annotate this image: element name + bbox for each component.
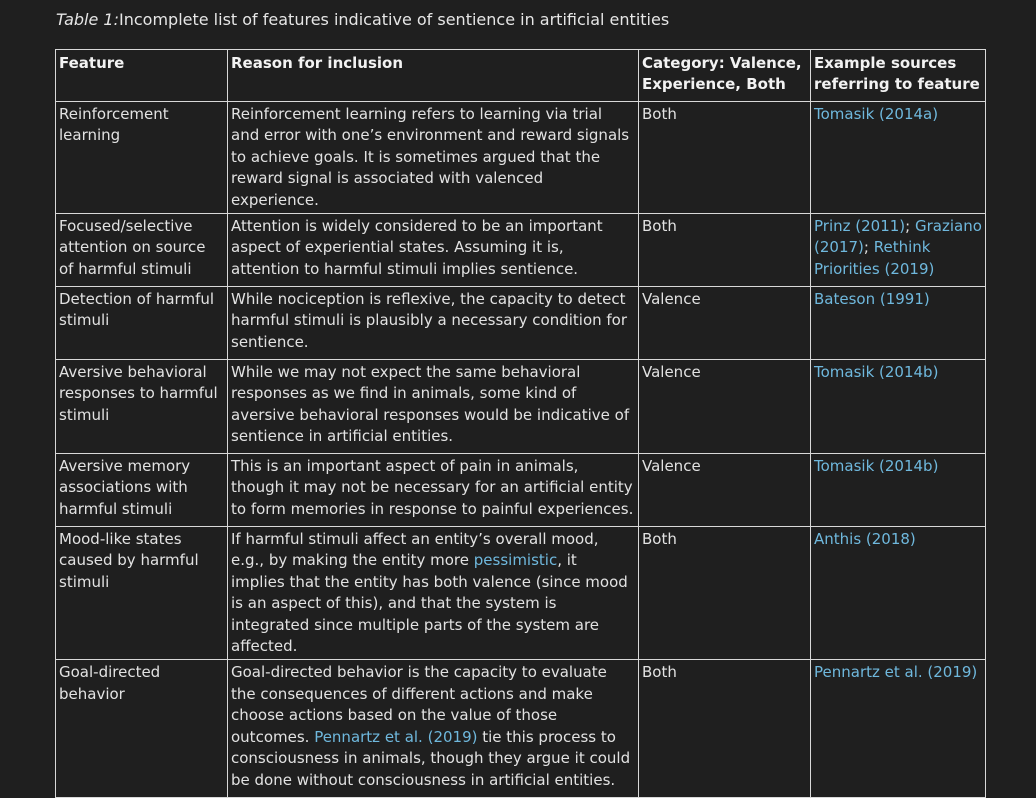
category-cell: Both bbox=[639, 527, 811, 660]
table-header-row bbox=[56, 50, 986, 102]
feature-cell: Detection of harmful stimuli bbox=[56, 287, 228, 360]
header-feature: Feature bbox=[56, 50, 228, 102]
header-category: Category: Valence, Experience, Both bbox=[639, 50, 811, 102]
sources-cell bbox=[811, 360, 986, 454]
source-link[interactable]: Rethink Priorities (2019) bbox=[814, 238, 935, 278]
source-link[interactable]: Pennartz et al. (2019) bbox=[814, 663, 978, 682]
source-link[interactable]: Tomasik (2014a) bbox=[814, 105, 939, 123]
reason-text: , it implies that the entity has both valence (since mood is an aspect of this), and that the system is integrated since multiple parts of the system are affected. bbox=[231, 551, 628, 656]
sources-cell bbox=[811, 454, 986, 527]
reason-cell bbox=[228, 660, 639, 798]
feature-cell: Mood-like states caused by harmful stimuli bbox=[56, 527, 228, 660]
source-link[interactable]: Tomasik (2014b) bbox=[814, 457, 939, 476]
sources-cell: Prinz (2011); Graziano (2017); Rethink Priorities (2019) bbox=[811, 214, 986, 287]
feature-cell: Goal-directed behavior bbox=[56, 660, 228, 798]
reason-cell: Reinforcement learning refers to learning via trial and error with one’s environment and reward signals to achieve goals. It is sometimes argued that the reward signal is associated with valenced experience. bbox=[228, 102, 639, 214]
caption-label: Table 1: bbox=[56, 10, 119, 29]
header-sources: Example sources referring to feature bbox=[811, 50, 986, 102]
table-row bbox=[56, 360, 986, 454]
sources-cell bbox=[811, 287, 986, 360]
category-cell: Valence bbox=[639, 287, 811, 360]
feature-cell: Aversive behavioral responses to harmful stimuli bbox=[56, 360, 228, 454]
table-row bbox=[56, 527, 986, 660]
source-link[interactable]: Prinz (2011) bbox=[814, 217, 906, 236]
reason-text: tie this process to consciousness in animals, though they argue it could be done without consciousness in artificial entities. bbox=[231, 727, 631, 789]
table-row bbox=[56, 214, 986, 287]
feature-cell: Aversive memory associations with harmful stimuli bbox=[56, 454, 228, 527]
category-cell: Both bbox=[639, 214, 811, 287]
caption-text: Incomplete list of features indicative of sentience in artificial entities bbox=[119, 10, 670, 29]
table-row bbox=[56, 660, 986, 798]
table-caption bbox=[56, 9, 669, 31]
category-cell: Valence bbox=[639, 360, 811, 454]
reason-text: If harmful stimuli affect an entity’s overall mood, e.g., by making the entity more bbox=[231, 530, 599, 570]
reason-cell: While we may not expect the same behavioral responses as we find in animals, some kind of aversive behavioral responses would be indicative of sentience in artificial entities. bbox=[228, 360, 639, 454]
reason-cell bbox=[228, 527, 639, 660]
table-row bbox=[56, 287, 986, 360]
reason-cell: This is an important aspect of pain in animals, though it may not be necessary for an artificial entity to form memories in response to painful experiences. bbox=[228, 454, 639, 527]
sources-cell bbox=[811, 102, 986, 214]
reason-cell: While nociception is reflexive, the capacity to detect harmful stimuli is plausibly a necessary condition for sentience. bbox=[228, 287, 639, 360]
reason-text: Goal-directed behavior is the capacity to evaluate the consequences of different actions and make choose actions based on the value of those outcomes. bbox=[231, 663, 607, 746]
source-link[interactable]: Tomasik (2014b) bbox=[814, 363, 939, 382]
header-reason: Reason for inclusion bbox=[228, 50, 639, 102]
category-cell: Both bbox=[639, 102, 811, 214]
reason-cell: Attention is widely considered to be an important aspect of experiential states. Assuming it is, attention to harmful stimuli implies sentience. bbox=[228, 214, 639, 287]
sources-cell bbox=[811, 660, 986, 798]
feature-cell: Reinforcement learning bbox=[56, 102, 228, 214]
feature-cell: Focused/selective attention on source of harmful stimuli bbox=[56, 214, 228, 287]
category-cell: Both bbox=[639, 660, 811, 798]
inline-link[interactable]: pessimistic bbox=[473, 551, 558, 570]
source-link[interactable]: Anthis (2018) bbox=[814, 530, 916, 549]
table-row bbox=[56, 454, 986, 527]
source-link[interactable]: Bateson (1991) bbox=[814, 290, 930, 309]
table-row bbox=[56, 102, 986, 214]
source-link[interactable]: Graziano (2017) bbox=[814, 217, 982, 257]
inline-link[interactable]: Pennartz et al. (2019) bbox=[314, 727, 478, 746]
features-table bbox=[55, 49, 986, 798]
sources-cell bbox=[811, 527, 986, 660]
category-cell: Valence bbox=[639, 454, 811, 527]
